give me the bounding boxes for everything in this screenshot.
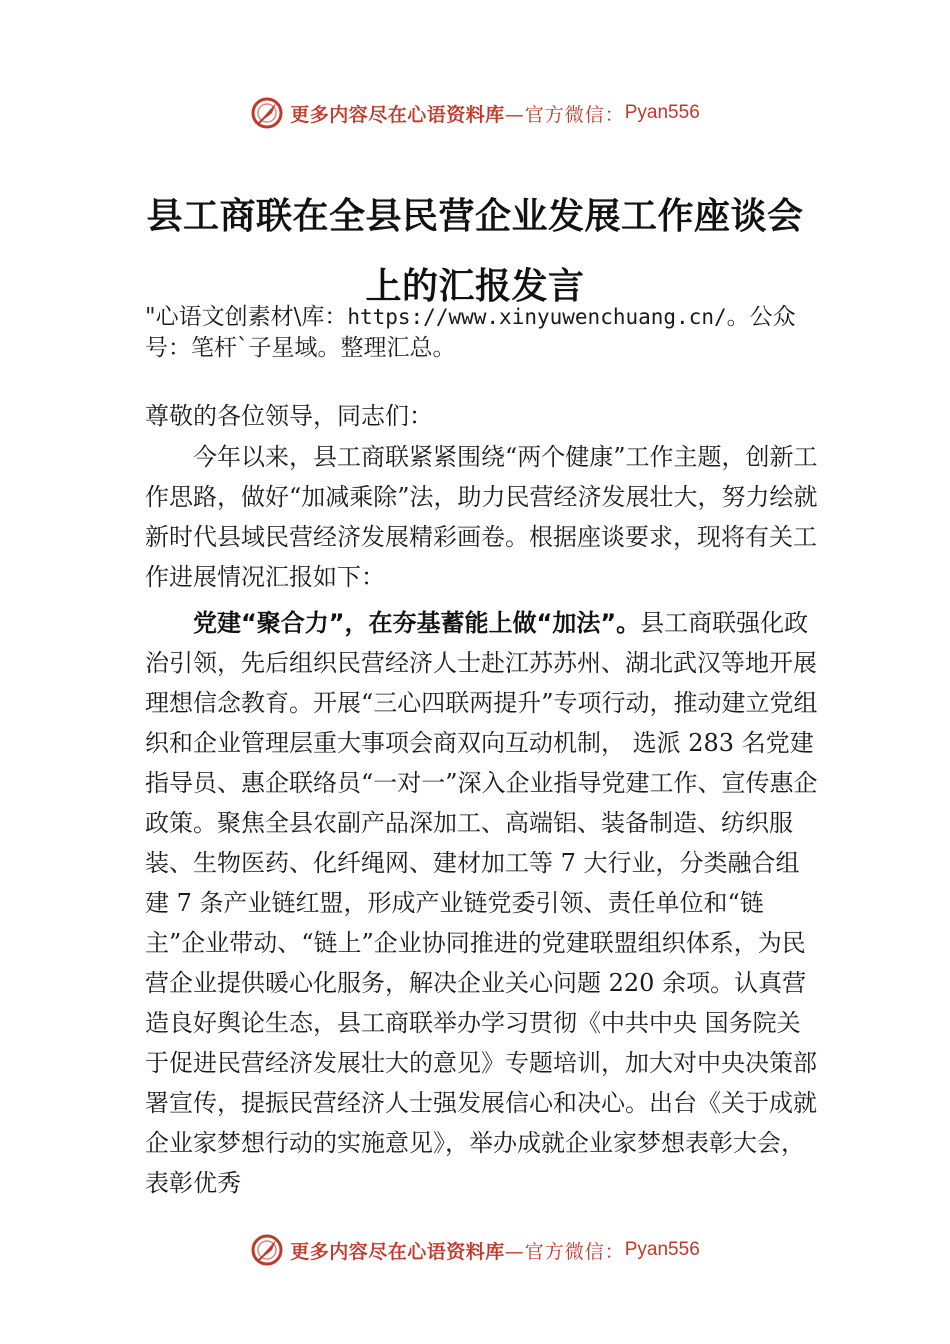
source-note [145, 302, 835, 364]
banner-text-id: Pyan556 [624, 1239, 700, 1260]
source-url: https://www.xinyuwenchuang.cn/ [347, 305, 727, 329]
document-title-line1: 县工商联在全县民营企业发展工作座谈会 [146, 195, 804, 237]
quill-logo-icon [250, 96, 284, 130]
paragraph-lead-heading: 党建“聚合力”，在夯基蓄能上做“加法”。 [193, 609, 641, 637]
bottom-watermark-banner [0, 1230, 950, 1270]
paragraph-intro: 今年以来，县工商联紧紧围绕“两个健康”工作主题，创新工作思路，做好“加减乘除”法，助力民营经济发展壮大，努力绘就新时代县域民营经济发展精彩画卷。根据座谈要求，现将有关工作进展情况汇报如下： [145, 443, 818, 591]
banner-text-main: 更多内容尽在心语资料库 [290, 103, 505, 126]
quill-logo-icon [250, 1233, 284, 1267]
banner-text-id: Pyan556 [624, 102, 700, 123]
banner-text-wechat: —官方微信： [504, 103, 625, 126]
document-title-line2: 上的汇报发言 [365, 265, 585, 307]
top-watermark-banner [0, 93, 950, 133]
banner-text-main: 更多内容尽在心语资料库 [290, 1240, 505, 1263]
source-suffix: 。公众号：笔杆`子星域。整理汇总。 [145, 304, 796, 361]
paragraph-party-building [145, 603, 820, 1203]
paragraph-body: 县工商联强化政治引领，先后组织民营经济人士赴江苏苏州、湖北武汉等地开展理想信念教育。开展“三心四联两提升”专项行动，推动建立党组织和企业管理层重大事项会商双向互动机制， 选派 283 名党建指导员、惠企联络员“一对一”深入企业指导党建工作、宣传惠企政策。聚焦全县农副产品深加工、高端铝、装备制造、纺织服装、生物医药、化纤绳网、建材加工等 7 大行业，分类融合组建 7 条产业链红盟，形成产业链党委引领、责任单位和“链主”企业带动、“链上”企业协同推进的党建联盟组织体系，为民营企业提供暖心化服务，解决企业关心问题 220 余项。认真营造良好舆论生态，县工商联举办学习贯彻《中共中央 国务院关于促进民营经济发展壮大的意见》专题培训，加大对中央决策部署宣传，提振民营经济人士强发展信心和决心。出台《关于成就企业家梦想行动的实施意见》，举办成就企业家梦想表彰大会，表彰优秀 [145, 609, 818, 1197]
salutation: 尊敬的各位领导，同志们： [145, 402, 433, 430]
source-prefix: "心语文创素材\库： [145, 304, 348, 330]
banner-text-wechat: —官方微信： [504, 1240, 625, 1263]
